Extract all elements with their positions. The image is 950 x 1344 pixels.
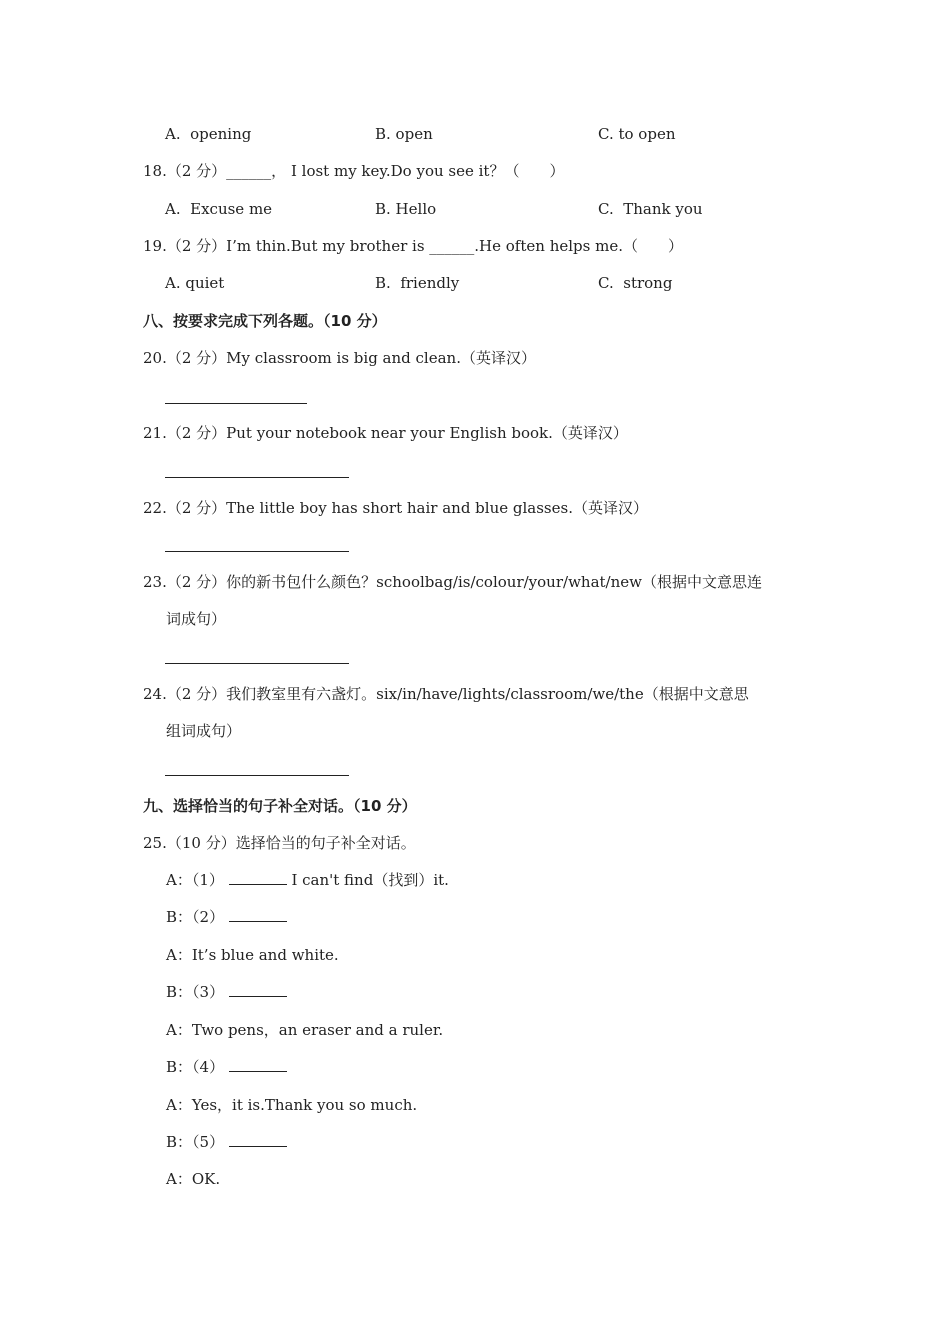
q18-option-b: B. Hello: [375, 200, 437, 218]
section-8-heading: 八、按要求完成下列各题。（10 分）: [143, 312, 387, 330]
q18-option-a: A. Excuse me: [165, 200, 273, 218]
dialogue-text: I can't find（找到）it.: [286, 871, 449, 889]
speaker-label: A：: [166, 946, 192, 964]
speaker-label: A：: [166, 1021, 192, 1039]
dialogue-line-9: [166, 1169, 220, 1189]
dialogue-text: It’s blue and white.: [191, 946, 339, 964]
question-18-text: I lost my key.Do you see it？（ ）: [286, 162, 565, 180]
q19-option-b: B. friendly: [375, 274, 460, 292]
dialogue-blank-3: [229, 982, 287, 997]
question-20-answer-line: [165, 403, 307, 404]
q17-option-b: B. open: [375, 125, 433, 143]
question-23-line-1: 23.（2 分）你的新书包什么颜色？schoolbag/is/colour/your/what/new（根据中文意思连: [143, 573, 762, 591]
speaker-label: A：: [166, 871, 192, 889]
question-18-number: 18.（2 分）: [143, 162, 227, 180]
speaker-label: B：: [166, 1133, 193, 1151]
question-23-line-2: 词成句）: [166, 610, 227, 628]
question-24-line-2: 组词成句）: [166, 722, 242, 740]
q19-option-a: A. quiet: [165, 274, 225, 292]
dialogue-blank-5: [229, 1132, 287, 1147]
dialogue-text: Two pens，an eraser and a ruler.: [191, 1021, 444, 1039]
question-19: [143, 236, 683, 256]
question-21: 21.（2 分）Put your notebook near your English book.（英译汉）: [143, 424, 628, 442]
speaker-label: B：: [166, 1058, 193, 1076]
blank-number: （5）: [192, 1133, 225, 1151]
question-25: 25.（10 分）选择恰当的句子补全对话。: [143, 834, 416, 852]
dialogue-line-6: [166, 1057, 287, 1077]
speaker-label: B：: [166, 983, 193, 1001]
question-24-line-1: 24.（2 分）我们教室里有六盏灯。six/in/have/lights/classroom/we/the（根据中文意思: [143, 685, 749, 703]
question-19-text: I’m thin.But my brother is ______.He often helps me.（ ）: [226, 237, 683, 255]
question-22-answer-line: [165, 551, 349, 552]
dialogue-line-8: [166, 1132, 287, 1152]
speaker-label: A：: [166, 1170, 192, 1188]
dialogue-line-3: [166, 945, 339, 965]
blank-number: （1）: [191, 871, 224, 889]
blank-number: （4）: [192, 1058, 225, 1076]
dialogue-line-2: [166, 907, 287, 927]
blank-number: （2）: [192, 908, 225, 926]
dialogue-line-5: [166, 1020, 443, 1040]
dialogue-line-7: [166, 1095, 417, 1115]
dialogue-line-4: [166, 982, 287, 1002]
section-9-heading: 九、选择恰当的句子补全对话。（10 分）: [143, 797, 417, 815]
speaker-label: A：: [166, 1096, 192, 1114]
question-23-answer-line: [165, 663, 349, 664]
blank-number: （3）: [192, 983, 225, 1001]
question-20: 20.（2 分）My classroom is big and clean.（英译汉）: [143, 349, 536, 367]
dialogue-text: OK.: [191, 1170, 221, 1188]
dialogue-text: Yes，it is.Thank you so much.: [191, 1096, 418, 1114]
q18-option-c: C. Thank you: [598, 200, 703, 218]
question-19-number: 19.（2 分）: [143, 237, 227, 255]
speaker-label: B：: [166, 908, 193, 926]
q19-option-c: C. strong: [598, 274, 673, 292]
question-21-answer-line: [165, 477, 349, 478]
question-24-answer-line: [165, 775, 349, 776]
q17-option-a: A. opening: [165, 125, 252, 143]
question-18-blank: ______，: [226, 162, 287, 180]
dialogue-line-1: [166, 870, 449, 890]
dialogue-blank-4: [229, 1057, 287, 1072]
dialogue-blank-1: [229, 870, 287, 885]
q17-option-c: C. to open: [598, 125, 676, 143]
dialogue-blank-2: [229, 907, 287, 922]
question-22: 22.（2 分）The little boy has short hair and blue glasses.（英译汉）: [143, 499, 648, 517]
question-18: [143, 161, 564, 181]
